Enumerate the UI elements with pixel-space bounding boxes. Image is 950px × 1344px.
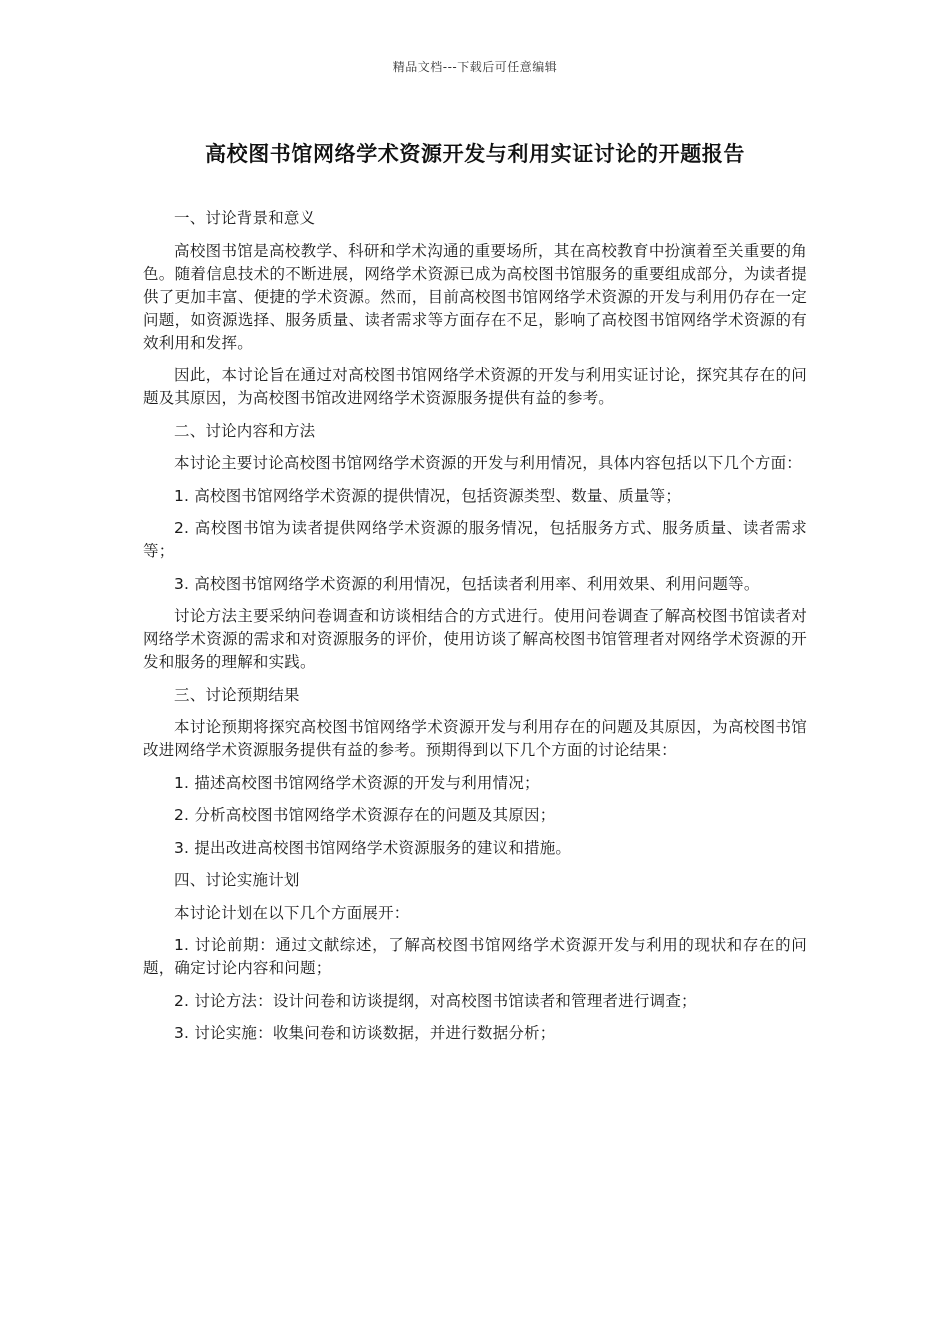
list-item-content-3: 3. 高校图书馆网络学术资源的利用情况，包括读者利用率、利用效果、利用问题等。 <box>174 574 760 593</box>
paragraph-content-intro: 本讨论主要讨论高校图书馆网络学术资源的开发与利用情况，具体内容包括以下几个方面： <box>174 454 803 472</box>
paragraph-purpose: 因此，本讨论旨在通过对高校图书馆网络学术资源的开发与利用实证讨论，探究其存在的问题及其原因，为高校图书馆改进网络学术资源服务提供有益的参考。 <box>143 366 807 407</box>
paragraph-plan-intro: 本讨论计划在以下几个方面展开： <box>174 903 410 922</box>
section-heading-content-method: 二、讨论内容和方法 <box>174 421 316 440</box>
document-body <box>143 207 807 1055</box>
header-note: 精品文档---下载后可任意编辑 <box>392 60 558 74</box>
list-item-plan-1: 1. 讨论前期：通过文献综述，了解高校图书馆网络学术资源开发与利用的现状和存在的问题，确定讨论内容和问题； <box>143 936 807 977</box>
section-heading-expected-results: 三、讨论预期结果 <box>174 685 300 704</box>
list-item-plan-2: 2. 讨论方法：设计问卷和访谈提纲，对高校图书馆读者和管理者进行调查； <box>174 991 697 1010</box>
paragraph-background: 高校图书馆是高校教学、科研和学术沟通的重要场所，其在高校教育中扮演着至关重要的角色。随着信息技术的不断进展，网络学术资源已成为高校图书馆服务的重要组成部分，为读者提供了更加丰富、便捷的学术资源。然而，目前高校图书馆网络学术资源的开发与利用仍存在一定问题，如资源选择、服务质量、读者需求等方面存在不足，影响了高校图书馆网络学术资源的有效利用和发挥。 <box>143 241 807 352</box>
section-heading-plan: 四、讨论实施计划 <box>174 871 300 889</box>
paragraph-method: 讨论方法主要采纳问卷调查和访谈相结合的方式进行。使用问卷调查了解高校图书馆读者对网络学术资源的需求和对资源服务的评价，使用访谈了解高校图书馆管理者对网络学术资源的开发和服务的理解和实践。 <box>143 607 807 671</box>
list-item-plan-3: 3. 讨论实施：收集问卷和访谈数据，并进行数据分析； <box>174 1024 556 1042</box>
list-item-result-2: 2. 分析高校图书馆网络学术资源存在的问题及其原因； <box>174 806 556 824</box>
section-heading-background: 一、讨论背景和意义 <box>174 209 316 227</box>
document-title: 高校图书馆网络学术资源开发与利用实证讨论的开题报告 <box>205 142 745 166</box>
list-item-result-3: 3. 提出改进高校图书馆网络学术资源服务的建议和措施。 <box>174 838 572 857</box>
paragraph-expected-intro: 本讨论预期将探究高校图书馆网络学术资源开发与利用存在的问题及其原因，为高校图书馆改进网络学术资源服务提供有益的参考。预期得到以下几个方面的讨论结果： <box>143 718 807 759</box>
list-item-content-2: 2. 高校图书馆为读者提供网络学术资源的服务情况，包括服务方式、服务质量、读者需求等； <box>143 519 807 560</box>
list-item-content-1: 1. 高校图书馆网络学术资源的提供情况，包括资源类型、数量、质量等； <box>174 486 682 505</box>
list-item-result-1: 1. 描述高校图书馆网络学术资源的开发与利用情况； <box>174 773 540 792</box>
